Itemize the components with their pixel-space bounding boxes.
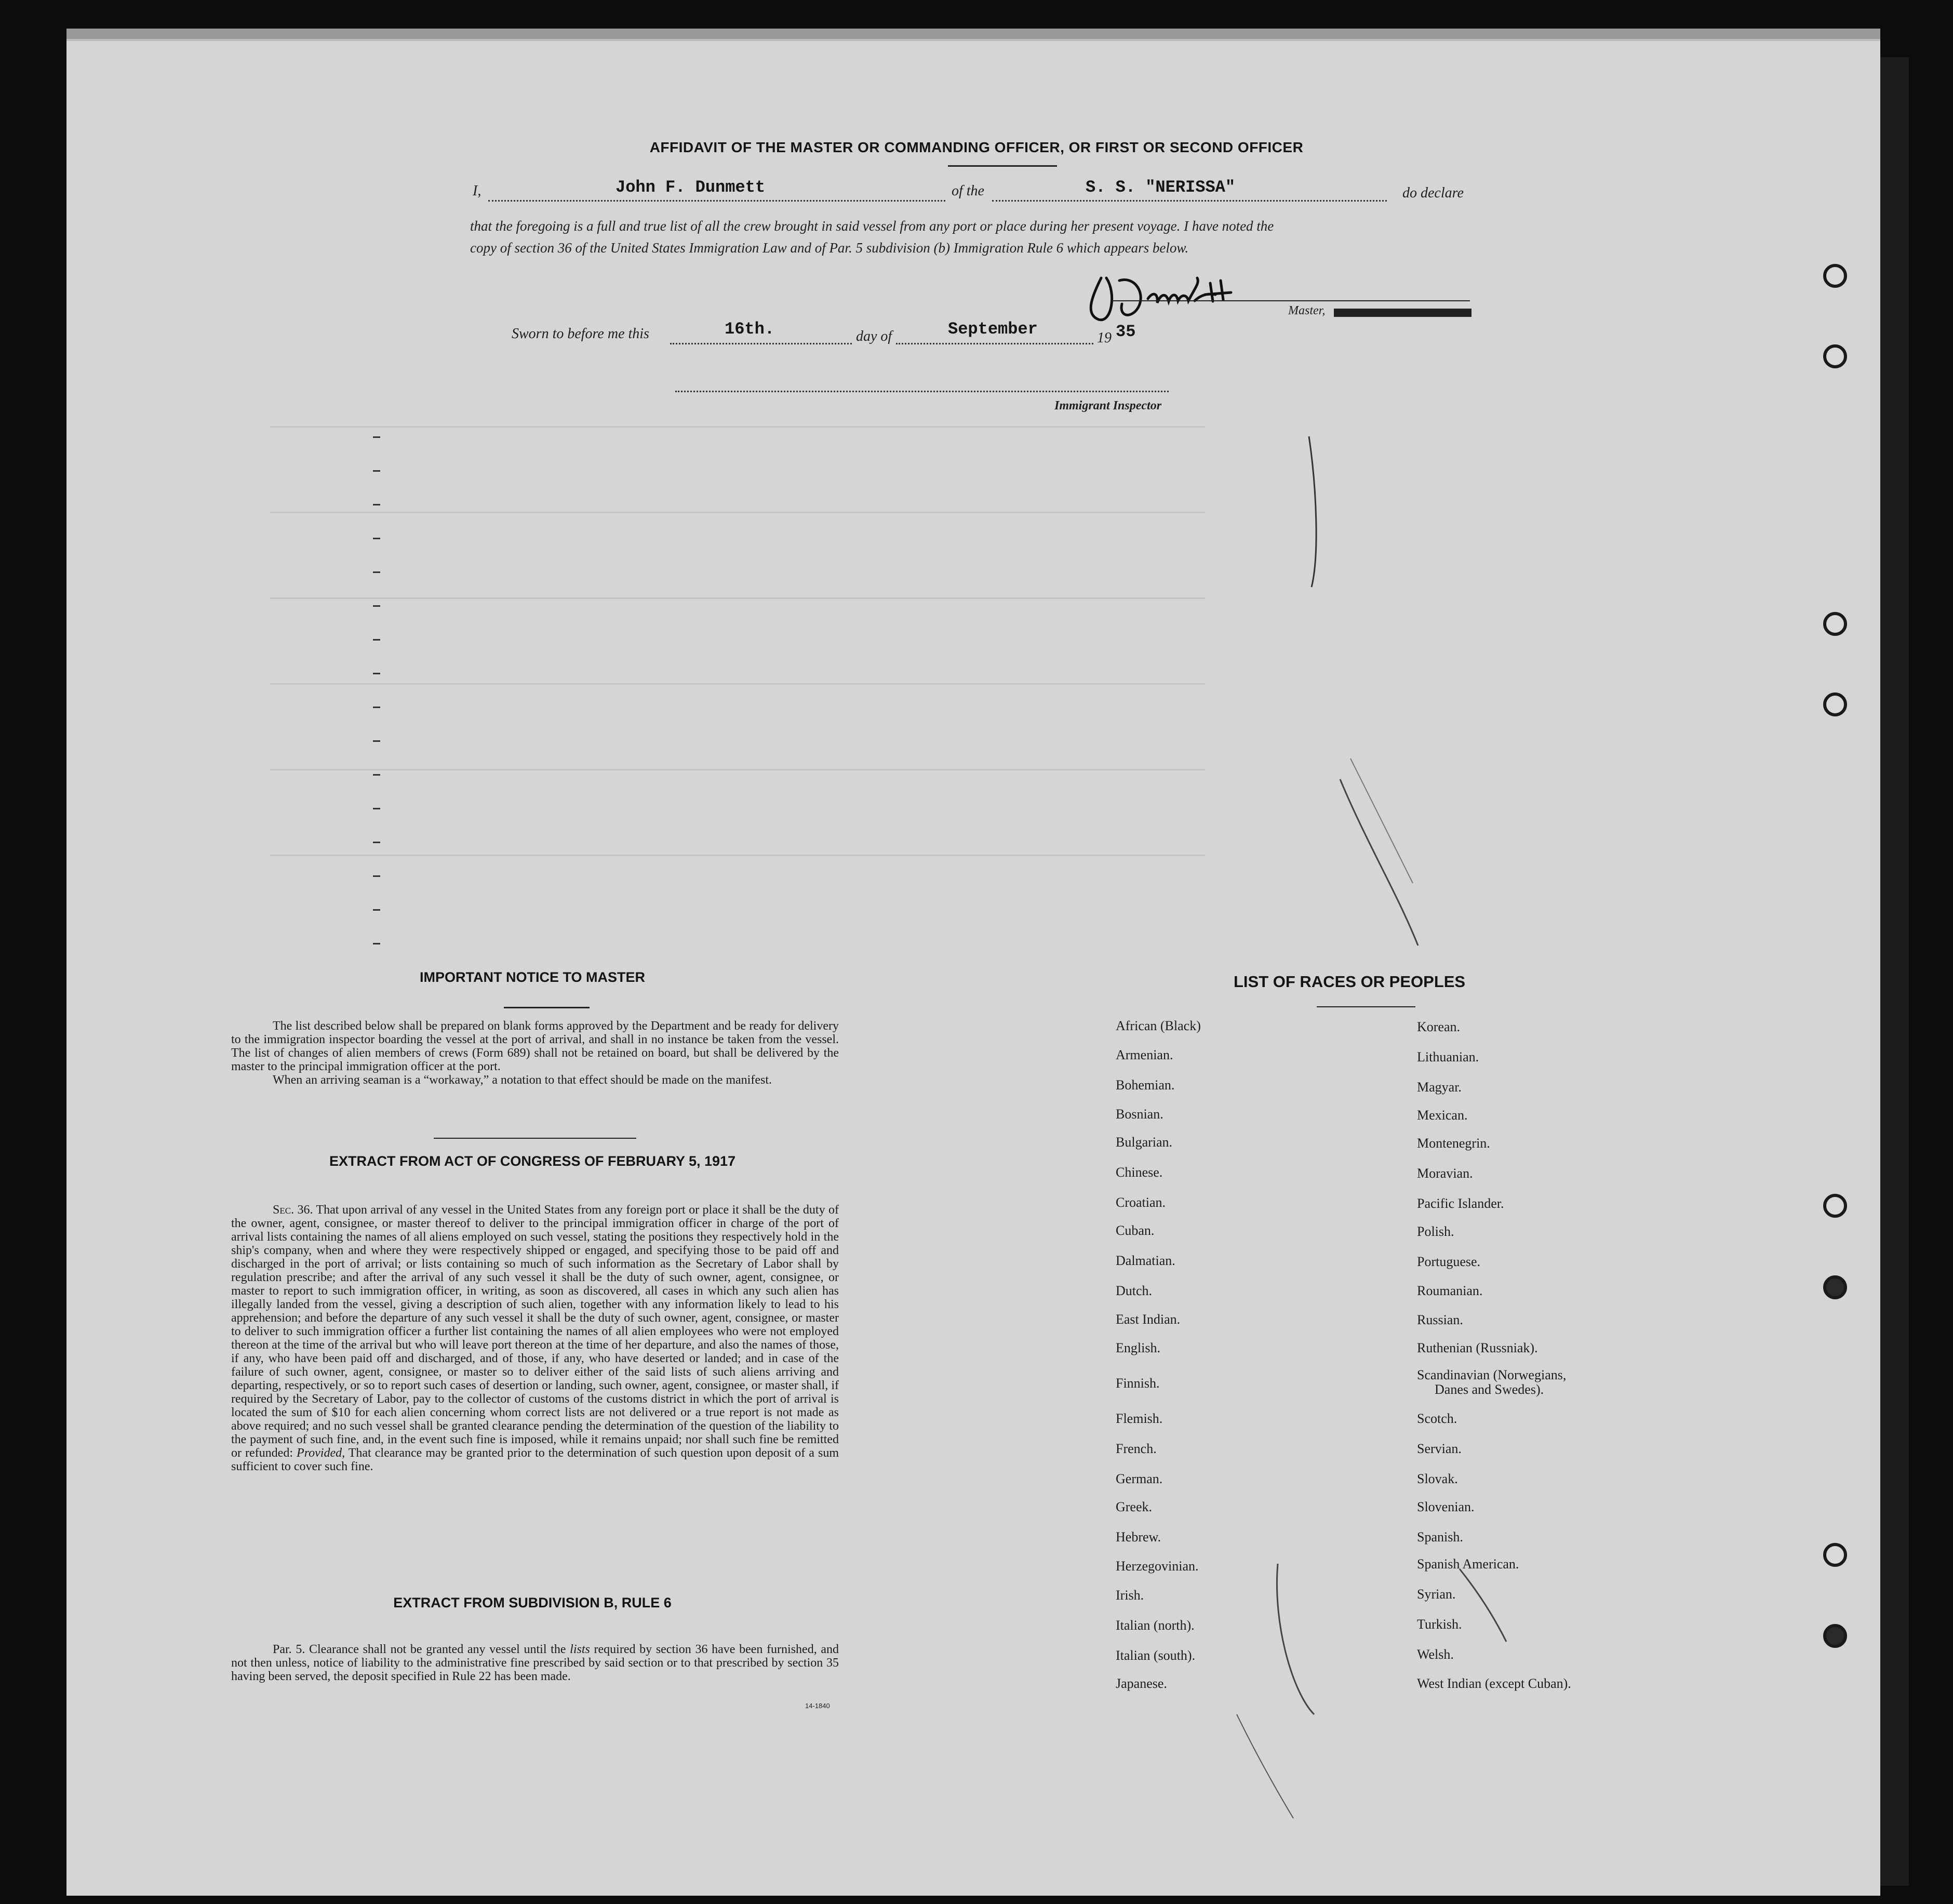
row-tick	[373, 639, 380, 641]
rule-body	[231, 1643, 839, 1683]
sworn-label: Sworn to before me this	[512, 326, 649, 342]
bleed-through-line	[270, 769, 1205, 770]
manifest-page	[66, 39, 1880, 1896]
officer-name: John F. Dunmett	[616, 178, 766, 197]
act-paragraph	[231, 1203, 839, 1473]
paper-top-edge	[66, 29, 1880, 39]
month-dotted-line	[896, 343, 1093, 344]
race-left-item: Finnish.	[1116, 1376, 1160, 1391]
affidavit-title: AFFIDAVIT OF THE MASTER OR COMMANDING OFFICER, OR FIRST OR SECOND OFFICER	[649, 139, 1304, 155]
race-left-item: Bulgarian.	[1116, 1135, 1173, 1150]
race-left-item: Croatian.	[1116, 1195, 1166, 1210]
act-title: EXTRACT FROM ACT OF CONGRESS OF FEBRUARY 5, 1917	[329, 1153, 736, 1169]
race-right-item: Magyar.	[1417, 1080, 1462, 1095]
section-divider	[434, 1138, 636, 1139]
row-tick	[373, 875, 380, 877]
binder-hole	[1823, 1275, 1847, 1299]
rule-text-end: required by section 36 have been furnished, and not then unless, notice of liability to the administrative fine prescribed by said section or to that prescribed by section 35 having been served, the deposit specified in Rule 22 has been made.	[231, 1643, 839, 1683]
race-left-item: Dalmatian.	[1116, 1253, 1175, 1268]
form-number: 14-1840	[805, 1702, 830, 1710]
binder-hole	[1823, 1624, 1847, 1648]
race-right-item: Slovak.	[1417, 1471, 1458, 1486]
bleed-through-line	[270, 855, 1205, 856]
row-tick	[373, 538, 380, 539]
race-right-item: Scotch.	[1417, 1411, 1457, 1426]
race-left-item: English.	[1116, 1340, 1160, 1355]
bleed-through-line	[270, 512, 1205, 513]
name-dotted-line	[488, 200, 945, 202]
binder-hole	[1823, 612, 1847, 636]
race-left-item: French.	[1116, 1441, 1157, 1456]
row-tick	[373, 808, 380, 809]
row-tick	[373, 842, 380, 843]
races-title: LIST OF RACES OR PEOPLES	[1234, 973, 1466, 991]
act-text-end: That clearance may be granted prior to the determination of such question upon deposit of a sum sufficient to cover such fine.	[231, 1446, 839, 1473]
race-right-item: Ruthenian (Russniak).	[1417, 1340, 1538, 1355]
race-right-item: Scandinavian (Norwegians,	[1417, 1367, 1567, 1382]
inspector-label: Immigrant Inspector	[1054, 399, 1162, 412]
race-left-item: Cuban.	[1116, 1223, 1155, 1238]
row-tick	[373, 943, 380, 944]
race-left-item: Greek.	[1116, 1499, 1153, 1514]
race-left-item: Bosnian.	[1116, 1107, 1163, 1122]
binder-hole	[1823, 1194, 1847, 1218]
race-left-item: Armenian.	[1116, 1047, 1173, 1062]
row-tick	[373, 740, 380, 742]
race-right-item: Lithuanian.	[1417, 1049, 1479, 1064]
race-right-item: Roumanian.	[1417, 1283, 1483, 1298]
lists-word: lists	[570, 1643, 590, 1656]
signature-line	[1112, 300, 1470, 301]
declaration-line-2: that the foregoing is a full and true list of all the crew brought in said vessel from any port or place during her present voyage. I have noted the	[470, 218, 1274, 234]
provided-word: Provided,	[297, 1446, 345, 1460]
pencil-marks	[1247, 426, 1486, 971]
notice-paragraph-1: The list described below shall be prepared on blank forms approved by the Department and be ready for delivery to the immigration inspector boarding the vessel at the port of arrival, and shall in no instance be taken from the vessel. The list of changes of alien members of crews (Form 689) shall not be retained on board, but shall be delivered by the master to the principal immigration officer at the port.	[231, 1019, 839, 1073]
row-tick	[373, 504, 380, 505]
race-left-item: Hebrew.	[1116, 1529, 1161, 1544]
race-left-item: Irish.	[1116, 1588, 1144, 1603]
notice-underline	[504, 1007, 590, 1008]
race-right-item: Spanish.	[1417, 1529, 1463, 1544]
sworn-year: 35	[1116, 322, 1136, 341]
sworn-month: September	[948, 319, 1038, 339]
race-right-item: Slovenian.	[1417, 1499, 1475, 1514]
row-tick	[373, 436, 380, 438]
race-left-item: German.	[1116, 1471, 1163, 1486]
race-right-item: Russian.	[1417, 1312, 1463, 1327]
row-tick	[373, 470, 380, 472]
notice-title: IMPORTANT NOTICE TO MASTER	[420, 969, 645, 985]
race-right-item: Mexican.	[1417, 1108, 1468, 1123]
race-right-item: Korean.	[1417, 1019, 1461, 1034]
race-right-item: Servian.	[1417, 1441, 1462, 1456]
race-right-item: Polish.	[1417, 1224, 1454, 1239]
race-right-item: West Indian (except Cuban).	[1417, 1676, 1571, 1691]
race-left-item: East Indian.	[1116, 1312, 1181, 1327]
notice-paragraph-2: When an arriving seaman is a “workaway,” a notation to that effect should be made on the manifest.	[273, 1073, 772, 1087]
row-tick	[373, 707, 380, 708]
rule-paragraph	[231, 1643, 839, 1683]
binder-strip	[1880, 57, 1909, 1886]
race-right-item: Montenegrin.	[1417, 1136, 1490, 1151]
title-underline	[948, 165, 1057, 167]
day-of-label: day of	[856, 328, 892, 344]
race-left-item: Chinese.	[1116, 1165, 1163, 1180]
act-text: That upon arrival of any vessel in the United States from any foreign port or place it shall be the duty of the owner, agent, consignee, or master thereof to deliver to the principal immigration officer in charge of the port of arrival lists containing the names of all aliens employed on such vessel, stating the positions they respectively hold in the ship's company, when and where they were respectively shipped or engaged, and specifying those to be paid off and discharged in the port of arrival; or lists containing so much of such information as the Secretary of Labor shall by regulation prescribe; and after the arrival of any such vessel it shall be the duty of such owner, agent, consignee, or master to report to such immigration officer, in writing, as soon as discovered, all cases in which any such alien has illegally landed from the vessel, giving a description of such alien, together with any information likely to lead to his apprehension; and before the departure of any such vessel it shall be the duty of such owner, agent, consignee, or master to deliver to such immigration officer a further list containing the names of all alien employees who were not employed thereon at the time of the arrival but who will leave port thereon at the time of her departure, and also the names of those, if any, who have been paid off and discharged, and of those, if any, who have deserted or landed; and in case of the failure of such owner, agent, consignee, or master so to deliver either of the said lists of such aliens arriving and departing, respectively, or so to report such cases of desertion or landing, such owner, agent, consignee, or master shall, if required by the Secretary of Labor, pay to the collector of customs of the customs district in which the port of arrival is located the sum of $10 for each alien concerning whom correct lists are not delivered or a true report is not made as above required; and no such vessel shall be granted clearance pending the determination of the question of the liability to the payment of such fine, and, in the event such fine is imposed, while it remains unpaid; nor shall such fine be remitted or refunded:	[231, 1203, 839, 1460]
row-tick	[373, 571, 380, 573]
do-declare-label: do declare	[1402, 185, 1464, 201]
rule-text: Par. 5. Clearance shall not be granted any vessel until the	[273, 1643, 566, 1656]
bleed-through-line	[270, 683, 1205, 685]
race-left-item: Italian (north).	[1116, 1618, 1195, 1633]
binder-hole	[1823, 1543, 1847, 1567]
race-left-item: Bohemian.	[1116, 1077, 1175, 1093]
i-label: I,	[473, 183, 481, 199]
race-left-item: Dutch.	[1116, 1283, 1153, 1298]
day-dotted-line	[670, 343, 852, 344]
races-underline	[1317, 1006, 1415, 1007]
of-the-label: of the	[952, 183, 984, 199]
race-right-item: Pacific Islander.	[1417, 1196, 1504, 1211]
row-tick	[373, 605, 380, 607]
race-right-item: Moravian.	[1417, 1166, 1473, 1181]
master-signature	[1070, 262, 1278, 330]
binder-hole	[1823, 344, 1847, 368]
year-prefix: 19	[1097, 330, 1112, 346]
binder-hole	[1823, 693, 1847, 716]
race-right-item: Spanish American.	[1417, 1556, 1519, 1572]
race-right-item: Portuguese.	[1417, 1254, 1481, 1269]
rule-title: EXTRACT FROM SUBDIVISION B, RULE 6	[393, 1595, 672, 1610]
row-tick	[373, 774, 380, 776]
race-left-item: Italian (south).	[1116, 1648, 1196, 1663]
race-right-item: Danes and Swedes).	[1435, 1382, 1544, 1397]
declaration-line-3: copy of section 36 of the United States Immigration Law and of Par. 5 subdivision (b) Immigration Rule 6 which appears below.	[470, 240, 1189, 256]
row-tick	[373, 909, 380, 911]
race-right-item: Syrian.	[1417, 1587, 1456, 1602]
race-left-item: Herzegovinian.	[1116, 1559, 1199, 1574]
master-label: Master,	[1288, 304, 1326, 317]
race-left-item: Japanese.	[1116, 1676, 1167, 1691]
vessel-dotted-line	[992, 200, 1387, 202]
act-body	[231, 1203, 839, 1473]
sec-label: Sec. 36.	[273, 1203, 313, 1217]
race-right-item: Welsh.	[1417, 1647, 1454, 1662]
bleed-through-line	[270, 426, 1205, 428]
race-left-item: African (Black)	[1116, 1018, 1201, 1033]
race-right-item: Turkish.	[1417, 1617, 1462, 1632]
struck-out-title	[1334, 309, 1472, 317]
pencil-marks	[1236, 1548, 1548, 1839]
notice-body	[231, 1019, 839, 1087]
inspector-dotted-line	[675, 391, 1169, 392]
binder-hole	[1823, 264, 1847, 288]
vessel-name: S. S. "NERISSA"	[1086, 178, 1236, 197]
bleed-through-line	[270, 597, 1205, 599]
row-tick	[373, 673, 380, 674]
sworn-day: 16th.	[725, 319, 775, 339]
race-left-item: Flemish.	[1116, 1411, 1163, 1426]
